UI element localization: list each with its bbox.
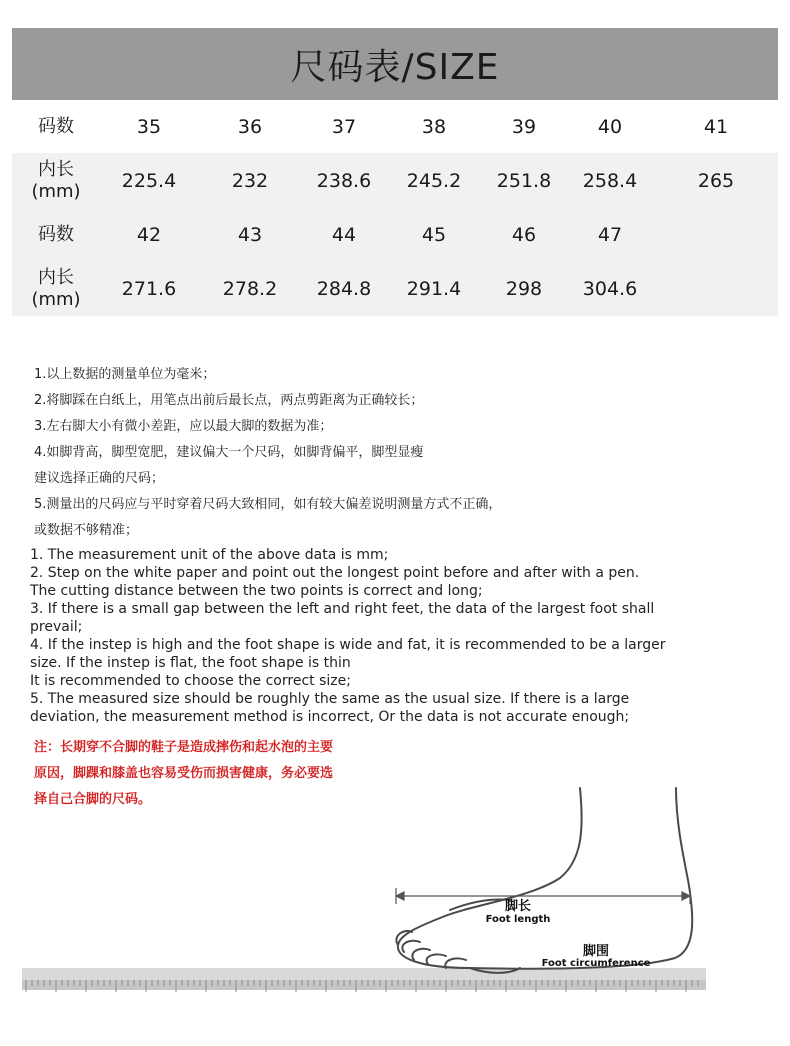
- table-cell: 258.4: [566, 153, 654, 208]
- ruler-icon: [22, 968, 706, 992]
- table-cell: 238.6: [302, 153, 386, 208]
- note-line-en: prevail;: [30, 619, 83, 635]
- note-line-zh: 4.如脚背高，脚型宽肥，建议偏大一个尺码，如脚背偏平，脚型显瘦: [34, 445, 424, 460]
- table-cell: 291.4: [386, 261, 482, 316]
- table-cell: [654, 261, 778, 316]
- note-line-en: 5. The measured size should be roughly the same as the usual size. If there is a large: [30, 691, 630, 707]
- table-cell: [654, 208, 778, 261]
- table-cell: 42: [100, 208, 198, 261]
- note-line-zh: 2.将脚踩在白纸上，用笔点出前后最长点，两点剪距离为正确较长；: [34, 393, 424, 408]
- table-row: [12, 100, 778, 153]
- foot-measurement-diagram: [0, 780, 790, 1010]
- note-line-en: It is recommended to choose the correct size;: [30, 673, 351, 689]
- table-row: [12, 261, 778, 316]
- table-cell: 36: [237, 115, 263, 138]
- foot-length-label-zh: 脚长: [504, 899, 532, 914]
- row-label: 码数: [12, 208, 100, 261]
- table-cell: 37: [331, 115, 357, 138]
- note-line-en: 4. If the instep is high and the foot shape is wide and fat, it is recommended to be a larger: [30, 637, 666, 653]
- foot-length-arrow: [396, 888, 690, 904]
- table-cell: 45: [386, 208, 482, 261]
- note-line-zh: 建议选择正确的尺码；: [34, 471, 165, 486]
- note-line-zh: 1.以上数据的测量单位为毫米；: [34, 367, 216, 382]
- foot-length-label-en: Foot length: [485, 914, 551, 925]
- table-cell: 298: [482, 261, 566, 316]
- note-line-en: size. If the instep is flat, the foot shape is thin: [30, 655, 351, 671]
- table-cell: 44: [302, 208, 386, 261]
- note-line-en: 1. The measurement unit of the above data is mm;: [30, 547, 389, 563]
- note-line-en: 3. If there is a small gap between the left and right feet, the data of the largest foot shall: [30, 601, 655, 617]
- note-line-en: deviation, the measurement method is incorrect, Or the data is not accurate enough;: [30, 709, 630, 725]
- table-cell: 284.8: [302, 261, 386, 316]
- note-line-en: 2. Step on the white paper and point out the longest point before and after with a pen.: [30, 565, 640, 581]
- table-cell: 39: [511, 115, 537, 138]
- note-line-zh: 或数据不够精准；: [34, 523, 139, 538]
- table-cell: 225.4: [100, 153, 198, 208]
- table-cell: 40: [597, 115, 623, 138]
- table-cell: 271.6: [100, 261, 198, 316]
- foot-circumference-label-zh: 脚围: [582, 944, 610, 959]
- note-line-zh: 5.测量出的尺码应与平时穿着尺码大致相同，如有较大偏差说明测量方式不正确，: [34, 497, 502, 512]
- table-cell: 245.2: [386, 153, 482, 208]
- table-row: [12, 208, 778, 261]
- table-cell: 35: [136, 115, 162, 138]
- table-cell: 46: [482, 208, 566, 261]
- warning-line: 择自己合脚的尺码。: [34, 792, 152, 807]
- foot-outline-icon: [396, 788, 692, 973]
- size-chart-header: [12, 28, 778, 100]
- table-cell: 278.2: [198, 261, 302, 316]
- row-label: 码数: [38, 115, 74, 137]
- warning-line: 原因，脚踝和膝盖也容易受伤而损害健康，务必要选: [34, 766, 334, 781]
- row-label: 内长 (mm): [12, 261, 100, 316]
- table-cell: 38: [421, 115, 447, 138]
- foot-circumference-label-en: Foot circumference: [541, 958, 651, 969]
- note-line-zh: 3.左右脚大小有微小差距，应以最大脚的数据为准；: [34, 419, 333, 434]
- table-row: [12, 153, 778, 208]
- notes-chinese: [34, 362, 774, 544]
- size-chart-title: 尺码表/SIZE: [290, 46, 500, 88]
- note-line-en: The cutting distance between the two points is correct and long;: [30, 583, 483, 599]
- table-cell: 232: [198, 153, 302, 208]
- table-cell: 43: [198, 208, 302, 261]
- table-cell: 41: [703, 115, 729, 138]
- size-table: [12, 100, 778, 316]
- table-cell: 265: [654, 153, 778, 208]
- notes-english: [30, 546, 770, 726]
- warning-line: 注：长期穿不合脚的鞋子是造成摔伤和起水泡的主要: [34, 740, 334, 755]
- table-cell: 47: [566, 208, 654, 261]
- row-label: 内长 (mm): [12, 153, 100, 208]
- table-cell: 251.8: [482, 153, 566, 208]
- table-cell: 304.6: [566, 261, 654, 316]
